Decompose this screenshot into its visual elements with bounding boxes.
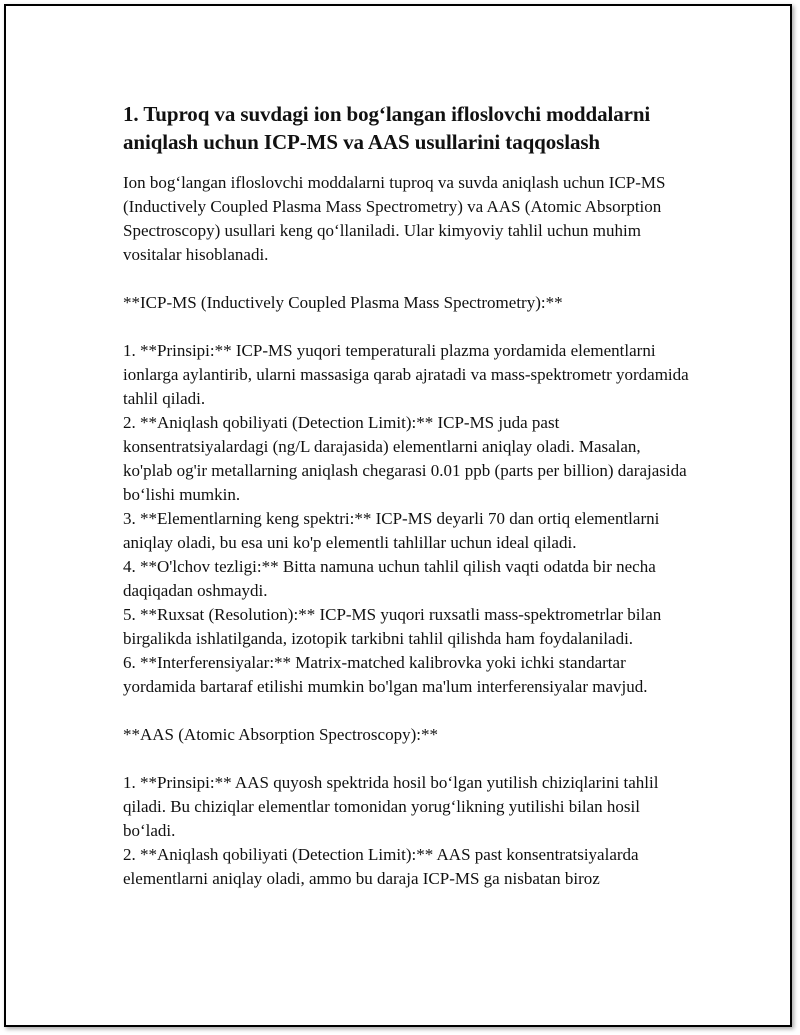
document-title: 1. Tuproq va suvdagi ion bog‘langan ifloslovchi moddalarni aniqlash uchun ICP-MS va AAS usullarini taqqoslash [123, 102, 651, 154]
icpms-item-6: 6. **Interferensiyalar:** Matrix-matched kalibrovka yoki ichki standartar yordamida bartaraf etilishi mumkin bo'lgan ma'lum interferensiyalar mavjud. [123, 653, 648, 696]
aas-heading: **AAS (Atomic Absorption Spectroscopy):** [123, 725, 438, 744]
aas-item-1: 1. **Prinsipi:** AAS quyosh spektrida hosil bo‘lgan yutilish chiziqlarini tahlil qiladi. Bu chiziqlar elementlar tomonidan yorug‘likning yutilishi bilan hosil bo‘ladi. [123, 773, 663, 840]
intro-paragraph: Ion bog‘langan ifloslovchi moddalarni tuproq va suvda aniqlash uchun ICP-MS (Inductively Coupled Plasma Mass Spectrometry) va AAS (Atomic Absorption Spectroscopy) usullari keng qo‘llaniladi. Ular kimyoviy tahlil uchun muhim vositalar hisoblanadi. [123, 173, 670, 264]
document-body [123, 100, 693, 891]
icpms-item-3: 3. **Elementlarning keng spektri:** ICP-MS deyarli 70 dan ortiq elementlarni aniqlay oladi, bu esa uni ko'p elementli tahlillar uchun ideal qiladi. [123, 509, 664, 552]
spacer [123, 699, 693, 723]
icpms-heading: **ICP-MS (Inductively Coupled Plasma Mass Spectrometry):** [123, 293, 563, 312]
icpms-item-1: 1. **Prinsipi:** ICP-MS yuqori temperaturali plazma yordamida elementlarni ionlarga aylantirib, ularni massasiga qarab ajratadi va mass-spektrometr yordamida tahlil qiladi. [123, 341, 693, 408]
spacer [123, 267, 693, 291]
icpms-item-2: 2. **Aniqlash qobiliyati (Detection Limit):** ICP-MS juda past konsentratsiyalardagi (ng/L darajasida) elementlarni aniqlay oladi. Masalan, ko'plab og'ir metallarning aniqlash chegarasi 0.01 ppb (parts per billion) darajasida bo‘lishi mumkin. [123, 413, 691, 504]
aas-item-2: 2. **Aniqlash qobiliyati (Detection Limit):** AAS past konsentratsiyalarda elementlarni aniqlay oladi, ammo bu daraja ICP-MS ga nisbatan biroz [123, 845, 643, 888]
icpms-item-4: 4. **O'lchov tezligi:** Bitta namuna uchun tahlil qilish vaqti odatda bir necha daqiqadan oshmaydi. [123, 557, 661, 600]
icpms-item-5: 5. **Ruxsat (Resolution):** ICP-MS yuqori ruxsatli mass-spektrometrlar bilan birgalikda ishlatilganda, izotopik tarkibni tahlil qilishda ham foydalaniladi. [123, 605, 666, 648]
spacer [123, 315, 693, 339]
spacer [123, 747, 693, 771]
page-frame [4, 4, 792, 1027]
